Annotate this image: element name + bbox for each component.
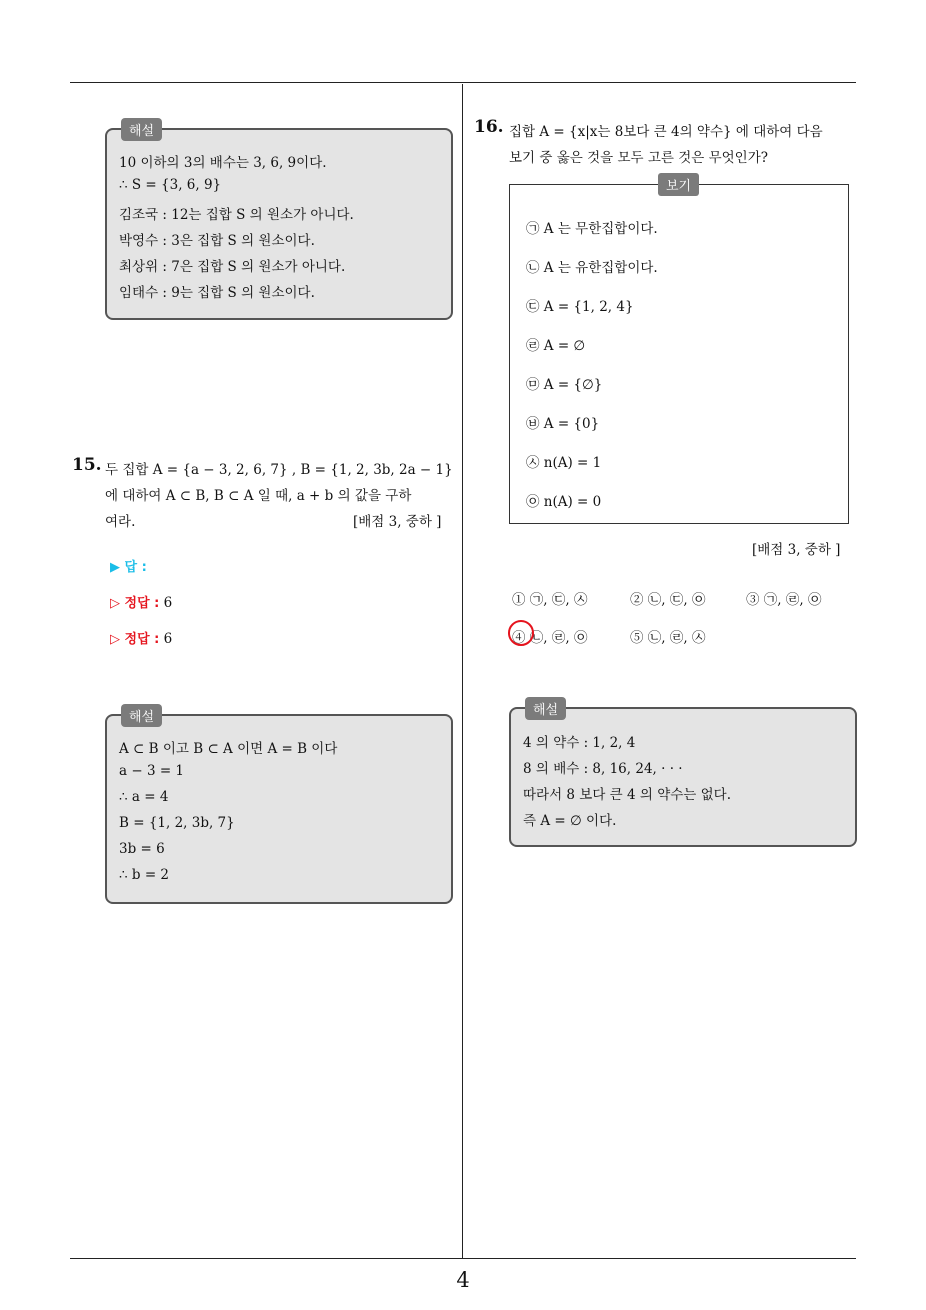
solution-line: a − 3 = 1 [119, 763, 185, 779]
choice-1[interactable]: ① ㉠, ㉢, ㉦ [512, 592, 588, 608]
solution-line: 10 이하의 3의 배수는 3, 6, 9이다. [119, 155, 327, 171]
solution-tag: 해설 [121, 118, 162, 141]
solution-line: 최상위 : 7은 집합 S 의 원소가 아니다. [119, 259, 346, 275]
correct-answer-label: ▷ 정답 : [110, 596, 160, 611]
choice-2[interactable]: ② ㉡, ㉢, ㉧ [630, 592, 706, 608]
bogi-box [509, 179, 849, 524]
correct-answer-2 [110, 628, 172, 647]
choice-3[interactable]: ③ ㉠, ㉣, ㉧ [746, 592, 822, 608]
solution-line: A ⊂ B 이고 B ⊂ A 이면 A = B 이다 [119, 741, 338, 757]
choice-4[interactable]: ④ ㉡, ㉣, ㉧ [512, 630, 588, 646]
bogi-title: 보기 [658, 173, 699, 196]
bogi-item: ㉥ A = {0} [526, 416, 600, 432]
solution-line: ∴ b = 2 [119, 867, 170, 883]
bogi-item: ㉡ A 는 유한집합이다. [526, 260, 658, 276]
bogi-item: ㉤ A = {∅} [526, 377, 603, 393]
question-15-text: 에 대하여 A ⊂ B, B ⊂ A 일 때, a + b 의 값을 구하 [105, 488, 412, 504]
solution-line: ∴ a = 4 [119, 789, 169, 805]
solution-line: 4 의 약수 : 1, 2, 4 [523, 735, 636, 751]
question-16-text: 집합 A = {x|x는 8보다 큰 4의 약수} 에 대하여 다음 [509, 124, 823, 140]
bogi-item: ㉠ A 는 무한집합이다. [526, 221, 658, 237]
bogi-item: ㉦ n(A) = 1 [526, 455, 602, 471]
solution-box-1 [105, 124, 453, 320]
correct-answer-1 [110, 592, 172, 611]
correct-answer-value: 6 [163, 631, 173, 647]
question-16-text: 보기 중 옳은 것을 모두 고른 것은 무엇인가? [509, 150, 768, 166]
solution-tag: 해설 [525, 697, 566, 720]
solution-tag: 해설 [121, 704, 162, 727]
solution-line: 3b = 6 [119, 841, 165, 857]
choice-5[interactable]: ⑤ ㉡, ㉣, ㉦ [630, 630, 706, 646]
bogi-item: ㉢ A = {1, 2, 4} [526, 299, 634, 315]
solution-line: ∴ S = {3, 6, 9} [119, 177, 222, 193]
question-16-number: 16. [474, 117, 504, 137]
correct-answer-value: 6 [163, 595, 173, 611]
solution-line: B = {1, 2, 3b, 7} [119, 815, 235, 831]
question-15-text: 여라. [105, 514, 136, 530]
solution-box-2 [105, 710, 453, 904]
solution-box-3 [509, 703, 857, 847]
bogi-item: ㉣ A = ∅ [526, 338, 586, 354]
top-rule [70, 82, 856, 83]
column-divider [462, 84, 463, 1258]
solution-line: 따라서 8 보다 큰 4 의 약수는 없다. [523, 787, 731, 803]
solution-line: 김조국 : 12는 집합 S 의 원소가 아니다. [119, 207, 354, 223]
bogi-item: ㉧ n(A) = 0 [526, 494, 602, 510]
answer-input-row[interactable] [110, 556, 147, 575]
solution-line: 임태수 : 9는 집합 S 의 원소이다. [119, 285, 315, 301]
question-15-score: [배점 3, 중하 ] [353, 514, 442, 530]
solution-line: 박영수 : 3은 집합 S 의 원소이다. [119, 233, 315, 249]
question-15-number: 15. [72, 455, 102, 475]
page-number: 4 [456, 1268, 470, 1292]
question-15-text: 두 집합 A = {a − 3, 2, 6, 7} , B = {1, 2, 3b, 2a − 1} [105, 462, 453, 478]
answer-label: ▶ 답 : [110, 560, 147, 575]
correct-answer-label: ▷ 정답 : [110, 632, 160, 647]
question-16-score: [배점 3, 중하 ] [752, 542, 841, 558]
bottom-rule [70, 1258, 856, 1259]
solution-line: 즉 A = ∅ 이다. [523, 813, 617, 829]
selected-answer-circle-mark [508, 620, 534, 646]
solution-line: 8 의 배수 : 8, 16, 24, · · · [523, 761, 683, 777]
